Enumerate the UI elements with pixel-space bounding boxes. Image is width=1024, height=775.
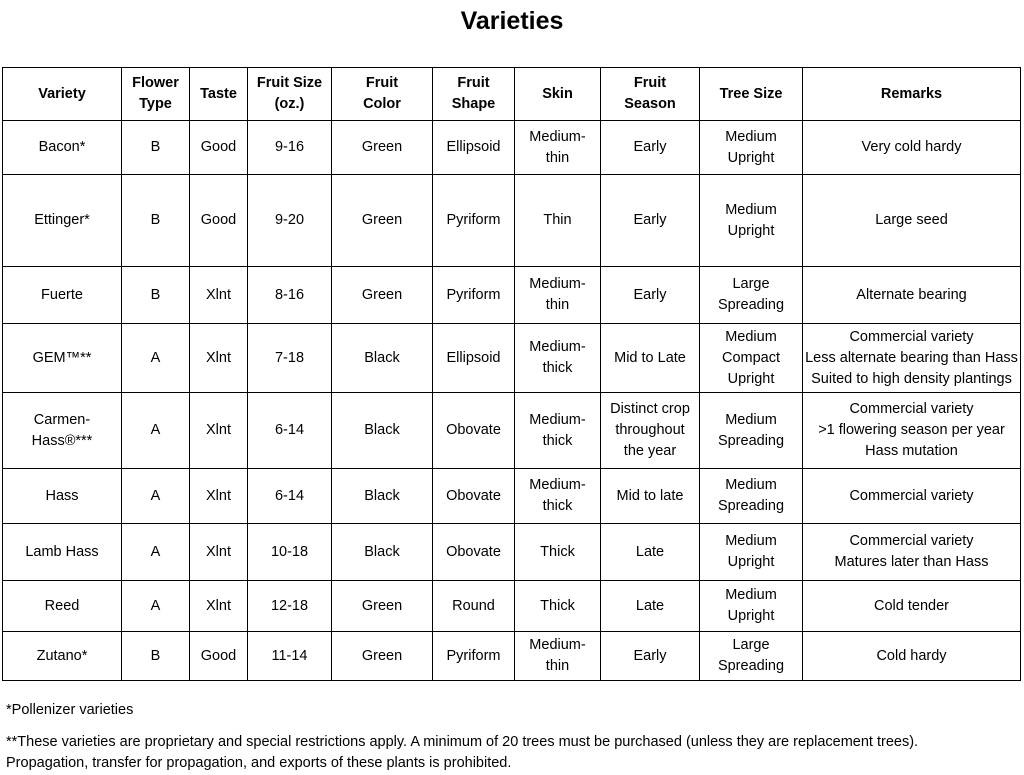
cell-variety: Fuerte [3, 267, 122, 324]
cell-skin: Medium- thin [515, 121, 601, 175]
cell-taste: Xlnt [190, 393, 248, 469]
table-row [3, 469, 1021, 524]
header-skin: Skin [515, 68, 601, 121]
cell-fruit-size: 9-16 [248, 121, 332, 175]
cell-fruit-color: Black [332, 469, 433, 524]
cell-remarks: Commercial variety Less alternate bearing than Hass Suited to high density plantings [803, 324, 1021, 393]
cell-fruit-color: Green [332, 121, 433, 175]
cell-flower-type: A [122, 581, 190, 632]
cell-skin: Medium- thin [515, 267, 601, 324]
cell-variety: Ettinger* [3, 175, 122, 267]
header-tree-size: Tree Size [700, 68, 803, 121]
cell-fruit-shape: Obovate [433, 524, 515, 581]
cell-fruit-season: Mid to late [601, 469, 700, 524]
table-row [3, 324, 1021, 393]
cell-remarks: Commercial variety [803, 469, 1021, 524]
cell-fruit-season: Early [601, 121, 700, 175]
cell-fruit-size: 8-16 [248, 267, 332, 324]
cell-tree-size: Medium Upright [700, 175, 803, 267]
cell-fruit-shape: Pyriform [433, 175, 515, 267]
cell-tree-size: Medium Spreading [700, 469, 803, 524]
header-fruit-shape: Fruit Shape [433, 68, 515, 121]
cell-fruit-size: 7-18 [248, 324, 332, 393]
cell-fruit-color: Green [332, 581, 433, 632]
cell-variety: GEM™** [3, 324, 122, 393]
cell-remarks: Commercial variety >1 flowering season per year Hass mutation [803, 393, 1021, 469]
cell-fruit-size: 12-18 [248, 581, 332, 632]
cell-taste: Xlnt [190, 524, 248, 581]
cell-fruit-season: Early [601, 175, 700, 267]
cell-fruit-size: 6-14 [248, 393, 332, 469]
cell-fruit-season: Distinct crop throughout the year [601, 393, 700, 469]
cell-fruit-season: Late [601, 581, 700, 632]
cell-fruit-color: Black [332, 324, 433, 393]
table-row [3, 121, 1021, 175]
cell-fruit-shape: Pyriform [433, 632, 515, 681]
cell-fruit-size: 9-20 [248, 175, 332, 267]
cell-tree-size: Large Spreading [700, 267, 803, 324]
cell-skin: Thick [515, 524, 601, 581]
cell-taste: Xlnt [190, 267, 248, 324]
header-flower-type: Flower Type [122, 68, 190, 121]
table-row [3, 524, 1021, 581]
cell-fruit-color: Green [332, 632, 433, 681]
cell-fruit-shape: Ellipsoid [433, 121, 515, 175]
cell-taste: Xlnt [190, 324, 248, 393]
footnote-pollenizer: *Pollenizer varieties [6, 702, 134, 718]
cell-skin: Medium- thick [515, 324, 601, 393]
cell-fruit-season: Early [601, 267, 700, 324]
cell-skin: Medium- thick [515, 393, 601, 469]
cell-fruit-season: Late [601, 524, 700, 581]
cell-tree-size: Large Spreading [700, 632, 803, 681]
cell-variety: Bacon* [3, 121, 122, 175]
cell-taste: Xlnt [190, 581, 248, 632]
cell-fruit-season: Mid to Late [601, 324, 700, 393]
cell-taste: Xlnt [190, 469, 248, 524]
cell-fruit-season: Early [601, 632, 700, 681]
cell-flower-type: B [122, 121, 190, 175]
header-row [3, 68, 1021, 121]
header-fruit-season: Fruit Season [601, 68, 700, 121]
cell-fruit-size: 10-18 [248, 524, 332, 581]
table-row [3, 175, 1021, 267]
cell-skin: Thin [515, 175, 601, 267]
cell-tree-size: Medium Upright [700, 524, 803, 581]
cell-remarks: Large seed [803, 175, 1021, 267]
cell-flower-type: A [122, 393, 190, 469]
cell-flower-type: A [122, 524, 190, 581]
cell-fruit-color: Green [332, 267, 433, 324]
cell-tree-size: Medium Spreading [700, 393, 803, 469]
cell-variety: Carmen-Hass®*** [3, 393, 122, 469]
header-variety: Variety [3, 68, 122, 121]
footnotes [6, 700, 1016, 774]
cell-remarks: Cold hardy [803, 632, 1021, 681]
cell-tree-size: Medium Compact Upright [700, 324, 803, 393]
cell-fruit-shape: Ellipsoid [433, 324, 515, 393]
cell-variety: Reed [3, 581, 122, 632]
cell-flower-type: B [122, 632, 190, 681]
footnote-proprietary: **These varieties are proprietary and special restrictions apply. A minimum of 20 trees must be purchased (unless they are replacement trees). Propagation, transfer for propagation, and exports of these plants is prohibited. [6, 734, 919, 771]
table-row [3, 581, 1021, 632]
table-row [3, 632, 1021, 681]
cell-remarks: Commercial variety Matures later than Hass [803, 524, 1021, 581]
cell-fruit-shape: Pyriform [433, 267, 515, 324]
cell-fruit-size: 6-14 [248, 469, 332, 524]
cell-remarks: Alternate bearing [803, 267, 1021, 324]
table-row [3, 393, 1021, 469]
header-fruit-size: Fruit Size (oz.) [248, 68, 332, 121]
cell-fruit-shape: Obovate [433, 469, 515, 524]
cell-flower-type: A [122, 469, 190, 524]
cell-remarks: Very cold hardy [803, 121, 1021, 175]
cell-flower-type: A [122, 324, 190, 393]
cell-skin: Thick [515, 581, 601, 632]
cell-fruit-size: 11-14 [248, 632, 332, 681]
cell-skin: Medium- thin [515, 632, 601, 681]
cell-tree-size: Medium Upright [700, 121, 803, 175]
cell-taste: Good [190, 175, 248, 267]
cell-skin: Medium- thick [515, 469, 601, 524]
cell-variety: Zutano* [3, 632, 122, 681]
cell-remarks: Cold tender [803, 581, 1021, 632]
varieties-table [2, 67, 1021, 681]
cell-taste: Good [190, 632, 248, 681]
header-taste: Taste [190, 68, 248, 121]
table-row [3, 267, 1021, 324]
cell-fruit-shape: Obovate [433, 393, 515, 469]
cell-taste: Good [190, 121, 248, 175]
page-title: Varieties [460, 7, 564, 35]
cell-flower-type: B [122, 175, 190, 267]
cell-flower-type: B [122, 267, 190, 324]
cell-tree-size: Medium Upright [700, 581, 803, 632]
header-fruit-color: Fruit Color [332, 68, 433, 121]
cell-fruit-shape: Round [433, 581, 515, 632]
cell-variety: Lamb Hass [3, 524, 122, 581]
header-remarks: Remarks [803, 68, 1021, 121]
cell-fruit-color: Green [332, 175, 433, 267]
cell-variety: Hass [3, 469, 122, 524]
cell-fruit-color: Black [332, 393, 433, 469]
cell-fruit-color: Black [332, 524, 433, 581]
